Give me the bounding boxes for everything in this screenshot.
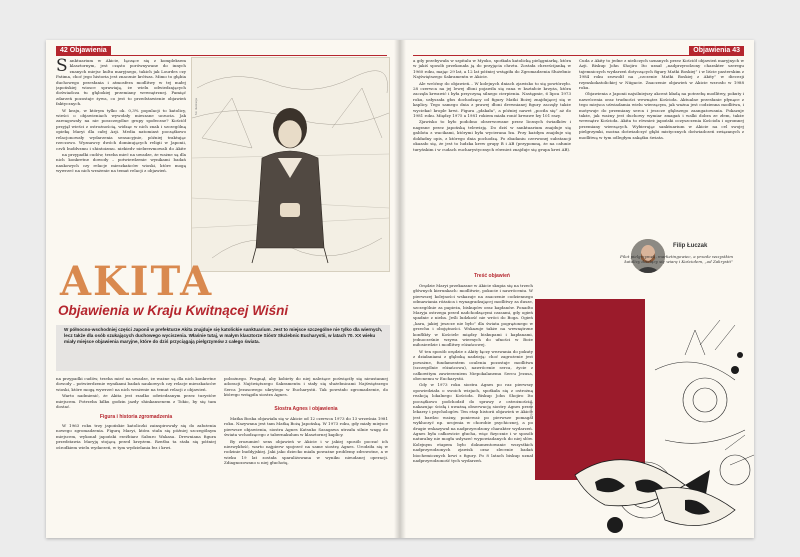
subheading-siostra-agnes: Siostra Agnes i objawienia: [274, 406, 338, 412]
left-page-number: 42: [60, 47, 68, 54]
body-text: Cuda z Akity to jedne z nieliczych uznanych przez Kościół objawień maryjnych w Azji. Biskup John Shojiro Ito uznał „nadprzyrodzony charakter szeregu tajemniczych wydarzeń dotyczących figury Matki Boskiej” i w liście pasterskim z 1984 roku zezwolił na „czczenie Matki Boskiej z Akity” w diecezji rzymskokatolickiej w Niigacie. Znaczenie objawień w Akicie wzrosło w 1988 roku.: [579, 58, 744, 91]
column-4-top: [579, 58, 744, 236]
right-section-name: Objawienia: [693, 47, 731, 54]
illustration-credit: fot. ilustracja: [194, 98, 198, 115]
body-text: anktuarium w Akicie, łączące się z kompleksem klasztornym, jest często porównywane do innych znanych miejsc kultu maryjnego, takich jak Lourdes czy Fatima, choć jego historia jest znacznie krótsza. Mimo to głębia duchowego przesłania i atmosfera modlitwy w tej małej japońskiej wiosce sprawiają, że wielu odwiedzających doświadcza tu głębokiej przemiany wewnętrznej. Pamięć zdarzeń pozostaje żywa, co jest to przedstawienie objawień faktycznych.: [56, 58, 186, 107]
magazine-spread: [46, 40, 754, 538]
body-text: Gdy w 1973 roku siostra Agnes po raz pierwszy opowiedziała o swoich wizjach, spotkała się z ostrożną reakcją lokalnego Kościoła. Biskup John Shojiro Ito początkowo podchodził do sprawy z ostrożnością, nakazując ścisłą i uważną obserwację siostry Agnes przez lekarzy i psychologów. Ten etap historii objawień w Akicie jest bardzo ważny, ponieważ po pierwsze pomagał wykluczyć np. urojenia w chorobie psychicznej, a po drugie wskazywał na nadprzyrodzony charakter wydarzeń. Agnes była całkowicie głucha, więc fizycznie i w sposób naturalny nie mogła usłyszeć wypowiadanych do niej słów. Kolejnym etapem było dokumentowanie wszystkich nadprzyrodzonych zjawisk oraz zlecenie badań biochemicznych krwi z figury. Po 8 latach biskup uznał nadprzyrodzoność tych wydarzeń.: [413, 382, 533, 463]
body-text: By zrozumieć sens objawień w Akicie i w jakiej sposób poczuć ich niezwykłość, warto najpierw spojrzeć na same siostrę Agnes. Urodziła się w rodzinie buddyjskiej. Jaki jako dziecko miała poważne problemy zdrowotne, a w wieku 19 lat została sparaliżowana w wyniku nieudanej operacji. Zdiagnozowano u niej głuchotę,: [224, 438, 388, 466]
drop-cap: S: [56, 58, 68, 76]
left-section-name: Objawienia: [69, 47, 107, 54]
body-text: pobożnego. Pragnął, aby kobiety do niej należące poświęciły się nieustannej adoracji Najświętszego Sakramentu i stały się służebnicami Najświętszego Serca Jezusowego ukrytego w Eucharystii. Tak powstało zgromadzenie, do którego wstąpiła siostra Agnes.: [224, 376, 388, 398]
column-2-bottom: [224, 416, 388, 534]
nun-illustration: [191, 57, 390, 272]
column-3-top: [413, 58, 571, 268]
art-credit: fig. ilustracja: [529, 400, 533, 417]
nun-portrait-image: [192, 58, 389, 271]
left-page-header: [56, 46, 111, 55]
author-name: Filip Łuczak: [673, 243, 708, 249]
column-1-top: [56, 58, 186, 150]
article-lead: W północno-wschodniej części Japonii w prefekturze Akita znajduje się katolickie sanktuarium. Jest to miejsce szczególne nie tylko dla wiernych, lecz także dla osób szukających duchowego wyciszenia. Właśnie tutaj, w małym klasztorze Sióstr Służebnic Eucharystii, w latach 70. XX wieku miały miejsce objawienia maryjne, które do dziś przyciągają pielgrzymów z całego świata.: [56, 325, 390, 371]
body-text: Ale wróćmy do objawień... W kolejnych dniach zjawisko to się powtórzyło. 28 czerwca na jej lewej dłoni pojawiła się rana w kształcie krzyża, która zaczęła krwawić i była przyczyną silnego cierpienia. Następnie, 6 lipca 1973 roku, usłyszała głos dochodzący od figury Matki Bożej znajdującej się w kaplicy. Tego samego dnia z prawej dłoni drewnianej figury zaczęły także wyciekać krople krwi. Figura „płakała”, a później nawet „pociła się” aż do 1981 roku. Między 1975 a 1981 rokiem miała ronić krwawe łzy 101 razy.: [413, 80, 571, 119]
column-1-mid: [56, 152, 186, 262]
body-text: Zjawisko to było podobno obserwowane przez licznych świadków i nagrane przez japońską telewizję. Do dziś w sanktuarium znajduje się gablota z wacikami, którymi była wycierana łza. Przy każdym znajduje się dokładny opis, z którego dnia pochodzą. Po zbadaniu czerwonej substancji okazało się, że jest to ludzka krew grupy B i AB (przypomnę, że na całunie turyńskim i w cudach eucharystycznych również znajduje się grupa krwi AB).: [413, 119, 571, 152]
body-text: Warto nadmienić, że Akita jest rzadko odwiedzanym przez turystów miejscem. Potrzeba kilku godzin jazdy shinkansenem z Tokio, by się tam dostać.: [56, 393, 216, 410]
body-text: Orędzie Maryi przekazane w Akicie skupia się na trzech głównych kierunkach: modlitwie, pokucie i nawróceniu. W pierwszej kolejności wskazuje na znaczenie codziennego odmawiania różańca i wynagradzającej modlitwy za dusze, szczególnie za papieża, biskupów oraz kapłanów. Ponadto Maryja ostrzega przed nadchodzącymi czasami, gdy ogień spadnie z nieba. Jeśli ludzkość nie wróci do Boga. Ogień „kara, jakiej jeszcze nie było” dla świata pogrążonego w grzechu i obojętności. Wskazuje także na wewnętrzne konflikty w Kościele między biskupami i kapłanami, jednocześnie wzywa wiernych do ufności w Boże miłosierdzie i modlitwy różańcowej.: [413, 283, 533, 348]
column-3-bottom: [413, 283, 533, 533]
column-1-bottom-b: [56, 423, 216, 533]
body-text: W 1963 roku trzy japońskie katoliczki zainspirowały się do założenia nowego zgromadzenia. Figurę Maryi, która stała się później szczególnym miejscem, wykonał japoński rzeźbiarz Saburo Wakasa. Drewniana figura przedstawia Maryję stojącą przed krzyżem. Rzeźba ta stała się później ośrodkiem wielu wydarzeń, w tym wydzielania łez i krwi.: [56, 423, 216, 450]
article-title: Objawienia w Kraju Kwitnącej Wiśni: [58, 303, 289, 318]
column-2-top: [224, 376, 388, 404]
body-text: na przypadki cudów, trzeba mieć na uwadze, że ważne są dla nich konkretne dowody – potwierdzenie wynikami badań naukowych czy relacje mieszkańców wioski, które mogą wywrzeć na nich wrażenie na temat relacji z objawień.: [56, 376, 216, 392]
header-rule: [56, 55, 387, 56]
akita-decorative-title: AKITA: [60, 258, 214, 305]
subheading-figura: Figura i historia zgromadzenia: [99, 414, 173, 420]
right-page-number: 43: [732, 47, 740, 54]
body-text: W ten sposób orędzie z Akity łączy wezwania do pokuty z działaniami z głęboką nadzieją: choć zagrożenie jest poważne, fundamentem ocalenia pozostaje modlitwa (szczególnie różańcowa), nawrócenie serca, życie z całkowitym zawierzeniem Niepokalanemu Sercu Jezusa, obecnemu w Eucharystii.: [413, 348, 533, 381]
body-text: Matka Boska objawiała się w Akicie od 12 czerwca 1973 do 13 września 1981 roku. Nazywana jest tam Matką Bożą Japońską. W 1973 roku, gdy miały miejsce pierwsze objawienia, siostra Agnes Katsuko Sasagawa utrzała silnie wagę do świata wchodzącego z tabernakulum w klasztornej kaplicy.: [224, 416, 388, 438]
left-page: [46, 40, 397, 538]
body-text: na przypadki cudów, trzeba mieć na uwadze, że ważne są dla nich konkretne dowody – potwierdzenie wynikami badań naukowych czy relacje mieszkańców wioski, które mogą wywrzeć na nich wrażenie na temat relacji z objawień.: [56, 152, 186, 174]
column-1-bottom-a: [56, 376, 216, 412]
body-text: a gdy przebywała w szpitalu w Myoko, spotkała katolicką pielęgniarkę, która w jakiś sposób przekonała ją do przyjęcia chrztu. Została chrześcijanką w 1960 roku, mając 29 lat, a 12 lat później wstąpiła do Zgromadzenia Służebnic Najświętszego Sakramentu w Akicie.: [413, 58, 571, 80]
subheading-tresc-objawien: Treść objawień: [474, 273, 510, 279]
body-text: Objawienia z Japonii najsilniejszy akcent kładą na potrzebę modlitwy, pokuty i nawrócenia oraz trudności wewnątrz Kościoła. Aktualne przesłanie płynące z tego miejsca uświadamia wielu wierzącym, jak ważna jest codzienna modlitwa, i motywuje do przemiany serca i jeszcze głębszego zaangażowania. Pokazuje także, jak ważny jest duchowy wymiar zmagań i walki dobra ze złem, także wewnątrz Kościoła. Akita to również japoński oczyszczenia Kościoła i ogromnej przemiany wierzących. Wybierając sanktuarium w Akicie na cel swojej pielgrzymki, można doświadczyć głębi mistycznych doświadczeń związanych z modlitwą w tym odległym zakątku świata.: [579, 91, 744, 140]
body-text: W kraju, w którym tylko ok. 0,3% populacji to katolicy, wieści o objawieniach wywołały mieszane uczucia. Jak zareagowały na nie poszczególne grupy społeczne? Kościół przyjął wieści z ostrożnością, widząc w nich znak i szczególną opiekę Maryi dla całej Azji. Media natomiast początkowo relacjonowały wydarzenia sensacyjnie, później traktując rzeczowo. Wyznawcy dwóch dominujących religii w Japonii, czyli buddyzmu i shintoizmu, niekiedy pielgrzymowali do Akity: [56, 107, 186, 150]
author-bio: Pilot pielgrzymek, marketingowiec, a przede wszystkim katolicy dzielący się wiarą i Kościołem, „od Zakrystii”: [620, 254, 733, 265]
right-page-header: [689, 46, 744, 55]
right-page: [403, 40, 754, 538]
koi-fish-illustration: [535, 250, 754, 538]
header-rule: [413, 55, 744, 56]
